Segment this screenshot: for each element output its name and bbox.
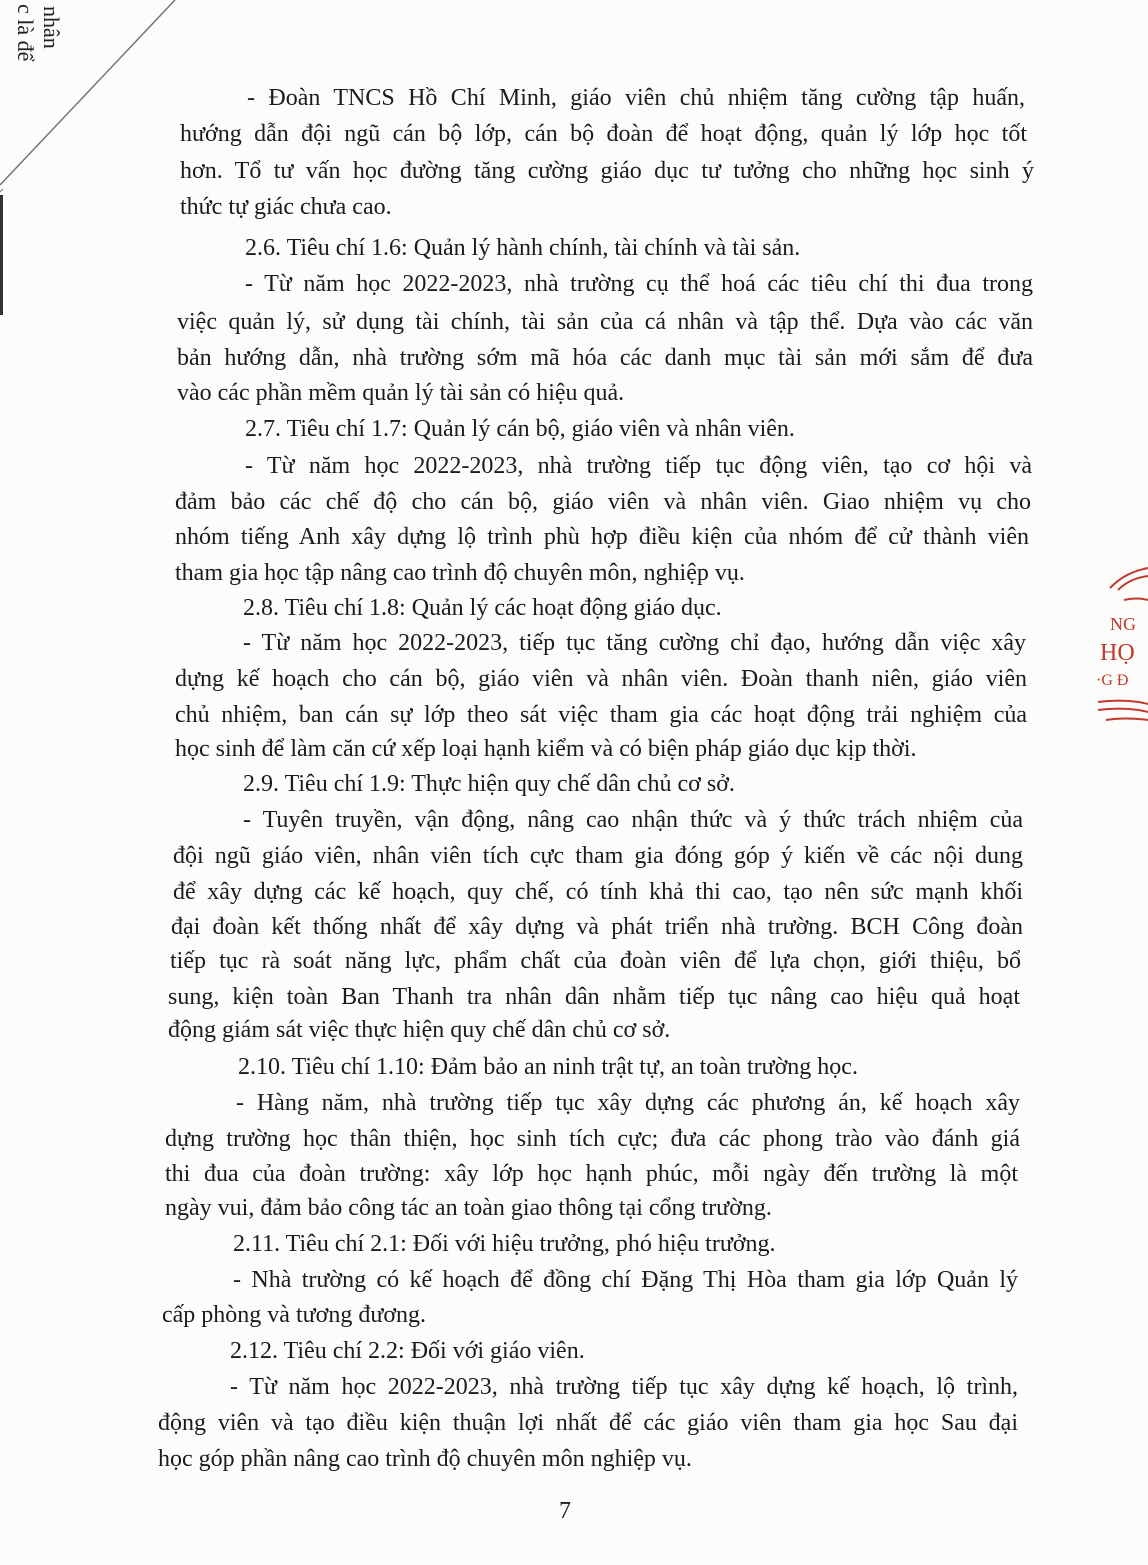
body-line: đội ngũ giáo viên, nhân viên tích cực tham gia đóng góp ý kiến về các nội dung xyxy=(173,843,1023,869)
section-heading: 2.8. Tiêu chí 1.8: Quản lý các hoạt động giáo dục. xyxy=(243,595,722,621)
body-line: - Tuyên truyền, vận động, nâng cao nhận thức và ý thức trách nhiệm của xyxy=(243,807,1023,833)
body-line: việc quản lý, sử dụng tài chính, tài sản của cá nhân và tập thể. Dựa vào các văn xyxy=(177,309,1033,335)
body-line: - Từ năm học 2022-2023, nhà trường tiếp tục động viên, tạo cơ hội và xyxy=(245,453,1032,479)
body-line: cấp phòng và tương đương. xyxy=(162,1302,427,1328)
body-line: - Nhà trường có kế hoạch để đồng chí Đặng Thị Hòa tham gia lớp Quản lý xyxy=(233,1267,1018,1293)
body-line: tham gia học tập nâng cao trình độ chuyên môn, nghiệp vụ. xyxy=(175,560,745,586)
corner-text-1: nhân xyxy=(39,6,64,49)
page-number: 7 xyxy=(559,1498,571,1524)
body-line: học góp phần nâng cao trình độ chuyên môn nghiệp vụ. xyxy=(158,1446,692,1472)
body-line: dựng kế hoạch cho cán bộ, giáo viên và nhân viên. Đoàn thanh niên, giáo viên xyxy=(175,666,1027,692)
body-line: động viên và tạo điều kiện thuận lợi nhất để các giáo viên tham gia học Sau đại xyxy=(158,1410,1018,1436)
seal-text-2: HỌ xyxy=(1100,640,1135,666)
body-line: hơn. Tổ tư vấn học đường tăng cường giáo dục tư tưởng cho những học sinh ý xyxy=(180,158,1034,184)
body-line: tiếp tục rà soát năng lực, phẩm chất của đoàn viên để lựa chọn, giới thiệu, bổ xyxy=(170,948,1021,974)
body-line: để xây dựng các kế hoạch, quy chế, có tính khả thi cao, tạo nên sức mạnh khối xyxy=(173,879,1023,905)
body-line: thức tự giác chưa cao. xyxy=(180,194,392,220)
seal-text-3: ·G Đ xyxy=(1096,672,1129,689)
body-line: ngày vui, đảm bảo công tác an toàn giao thông tại cổng trường. xyxy=(165,1195,772,1221)
section-heading: 2.12. Tiêu chí 2.2: Đối với giáo viên. xyxy=(230,1338,585,1364)
body-line: đại đoàn kết thống nhất để xây dựng và phát triển nhà trường. BCH Công đoàn xyxy=(171,914,1023,940)
corner-text-2: c là để xyxy=(13,4,38,62)
body-line: - Từ năm học 2022-2023, nhà trường tiếp tục xây dựng kế hoạch, lộ trình, xyxy=(230,1374,1018,1400)
body-line: - Đoàn TNCS Hồ Chí Minh, giáo viên chủ nhiệm tăng cường tập huấn, xyxy=(247,85,1025,111)
body-line: thi đua của đoàn trường: xây lớp học hạnh phúc, mỗi ngày đến trường là một xyxy=(165,1161,1018,1187)
body-line: học sinh để làm căn cứ xếp loại hạnh kiểm và có biện pháp giáo dục kịp thời. xyxy=(175,736,917,762)
body-line: động giám sát việc thực hiện quy chế dân chủ cơ sở. xyxy=(168,1017,671,1043)
body-line: nhóm tiếng Anh xây dựng lộ trình phù hợp điều kiện của nhóm để cử thành viên xyxy=(175,524,1029,550)
section-heading: 2.11. Tiêu chí 2.1: Đối với hiệu trưởng, phó hiệu trưởng. xyxy=(233,1231,776,1257)
body-line: đảm bảo các chế độ cho cán bộ, giáo viên và nhân viên. Giao nhiệm vụ cho xyxy=(175,489,1031,515)
section-heading: 2.6. Tiêu chí 1.6: Quản lý hành chính, tài chính và tài sản. xyxy=(245,235,801,261)
section-heading: 2.7. Tiêu chí 1.7: Quản lý cán bộ, giáo viên và nhân viên. xyxy=(245,416,795,442)
seal-text-1: NG xyxy=(1110,614,1136,634)
section-heading: 2.9. Tiêu chí 1.9: Thực hiện quy chế dân chủ cơ sở. xyxy=(243,771,735,797)
body-line: hướng dẫn đội ngũ cán bộ lớp, cán bộ đoàn để hoạt động, quản lý lớp học tốt xyxy=(180,121,1027,147)
body-line: - Từ năm học 2022-2023, tiếp tục tăng cường chỉ đạo, hướng dẫn việc xây xyxy=(243,630,1026,656)
body-line: dựng trường học thân thiện, học sinh tích cực; đưa các phong trào vào đánh giá xyxy=(165,1126,1020,1152)
body-line: chủ nhiệm, ban cán sự lớp theo sát việc tham gia các hoạt động trải nghiệm của xyxy=(175,702,1027,728)
red-seal-stamp xyxy=(1088,560,1148,750)
section-heading: 2.10. Tiêu chí 1.10: Đảm bảo an ninh trật tự, an toàn trường học. xyxy=(238,1054,858,1080)
body-line: sung, kiện toàn Ban Thanh tra nhân dân nhằm tiếp tục nâng cao hiệu quả hoạt xyxy=(168,984,1020,1010)
body-line: - Hàng năm, nhà trường tiếp tục xây dựng các phương án, kế hoạch xây xyxy=(236,1090,1020,1116)
body-line: bản hướng dẫn, nhà trường sớm mã hóa các danh mục tài sản mới sắm để đưa xyxy=(177,345,1033,371)
body-line: - Từ năm học 2022-2023, nhà trường cụ thể hoá các tiêu chí thi đua trong xyxy=(245,271,1033,297)
body-line: vào các phần mềm quản lý tài sản có hiệu quả. xyxy=(177,380,625,406)
